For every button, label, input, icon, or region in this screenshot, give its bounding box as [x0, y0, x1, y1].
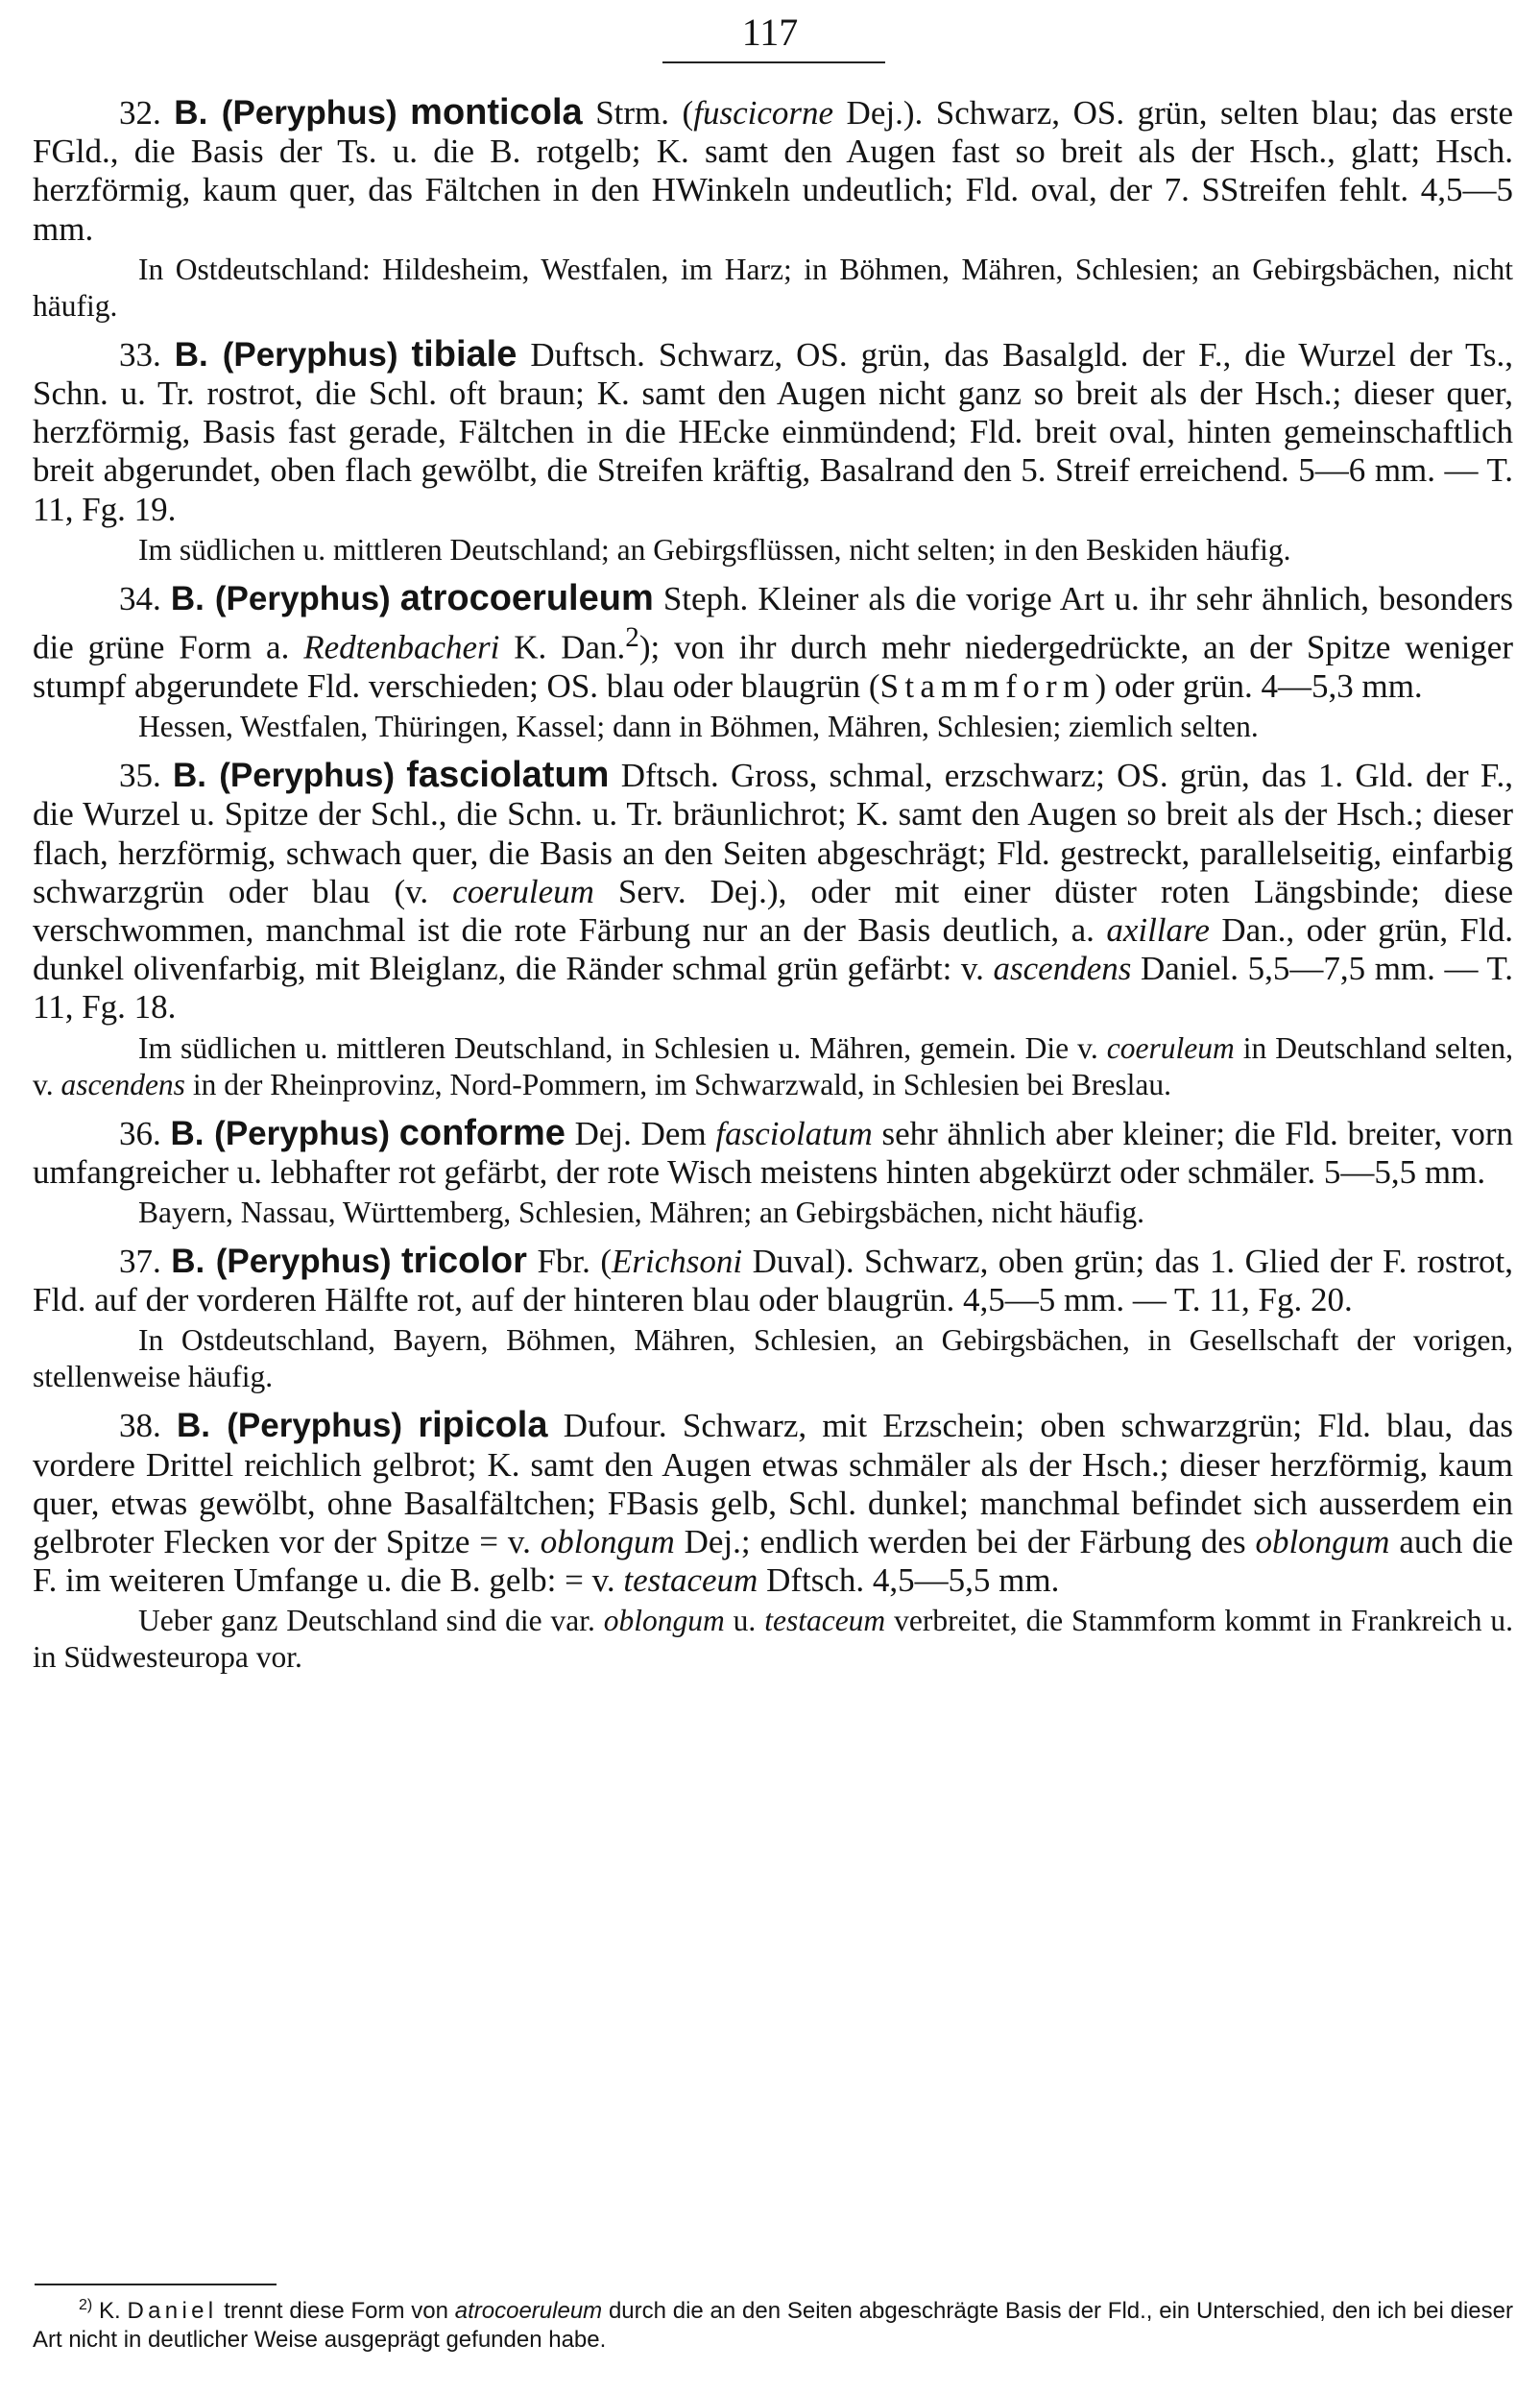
genus-name: B. (Peryphus) — [174, 335, 398, 374]
genus-name: B. (Peryphus) — [170, 579, 391, 617]
entry-number: 35. — [119, 757, 161, 795]
italic-term: oblongum — [1255, 1522, 1390, 1560]
author-name: Dufour. — [563, 1407, 667, 1445]
author-name: Fbr. — [537, 1242, 590, 1280]
distribution-note: Im südlichen u. mittleren Deutschland; an Gebirgsflüssen, nicht selten; in den Beskiden häufig. — [138, 532, 1291, 567]
species-name: monticola — [410, 92, 583, 133]
genus-name: B. (Peryphus) — [171, 1242, 392, 1280]
italic-term: axillare — [1106, 910, 1210, 949]
species-entry: 37. B. (Peryphus) tricolor Fbr. (Erichsoni Duval). Schwarz, oben grün; das 1. Glied der F. rostrot, Fld. auf der vorderen Hälfte rot, auf der hinteren blau oder blaugrün. 4,5—5 mm. — T. 11, Fg. 20. — [33, 1240, 1514, 1319]
species-entry: 34. B. (Peryphus) atrocoeruleum Steph. Kleiner als die vorige Art u. ihr sehr ähnlich, besonders die grüne Form a. Redtenbacheri K. Dan.$^2$); von ihr durch mehr niedergedrückte, an der Spitze weniger stumpf abgerundete Fld. verschieden; OS. blau oder blaugrün (Stammform) oder grün. 4—5,3 mm. — [33, 577, 1513, 705]
distribution-note: Hessen, Westfalen, Thüringen, Kassel; dann in Böhmen, Mähren, Schlesien; ziemlich selten. — [138, 710, 1259, 744]
italic-term: testaceum — [623, 1561, 758, 1600]
page-body — [33, 93, 1513, 1686]
italic-term: Redtenbacheri — [303, 628, 500, 666]
author-name: Duftsch. — [530, 335, 645, 374]
author-name: Dftsch. — [620, 757, 719, 795]
species-entry: 38. B. (Peryphus) ripicola Dufour. Schwarz, mit Erzschein; oben schwarzgrün; Fld. blau, das vordere Drittel reichlich gelbrot; K. samt den Augen etwas schmäler als der Hsch.; dieser herzförmig, kaum quer, etwas gewölbt, ohne Basalfältchen; FBasis gelb, Schl. dunkel; manchmal befindet sich ausserdem ein gelbroter Flecken vor der Spitze = v. oblongum Dej.; endlich werden bei der Färbung des oblongum auch die F. im weiteren Umfange u. die B. gelb: = v. testaceum Dftsch. 4,5—5,5 mm. — [33, 1405, 1514, 1600]
italic-term: oblongum — [603, 1604, 725, 1638]
species-entry: 32. B. (Peryphus) monticola Strm. (fuscicorne Dej.). Schwarz, OS. grün, selten blau; das erste FGld., die Basis der Ts. u. die B. rotgelb; K. samt den Augen fast so breit als der Hsch., glatt; Hsch. herzförmig, kaum quer, das Fältchen in den HWinkeln undeutlich; Fld. oval, der 7. SStreifen fehlt. 4,5—5 mm. — [33, 92, 1514, 248]
species-name: tibiale — [411, 333, 517, 375]
italic-term: Erichsoni — [612, 1242, 743, 1280]
species-entry: 36. B. (Peryphus) conforme Dej. Dem fasciolatum sehr ähnlich aber kleiner; die Fld. breiter, vorn umfangreicher u. lebhafter rot gefärbt, der rote Wisch meistens hinten abgekürzt oder schmäler. 5—5,5 mm. — [33, 1112, 1514, 1191]
distribution-note: Bayern, Nassau, Württemberg, Schlesien, Mähren; an Gebirgsbächen, nicht häufig. — [138, 1195, 1144, 1229]
genus-name: B. (Peryphus) — [173, 757, 396, 795]
entry-number: 33. — [119, 335, 161, 374]
footnote: $^{2)}$ K. Daniel trennt diese Form von atrocoeruleum durch die an den Seiten abgeschrägte Basis der Fld., ein Unterschied, den ich bei dieser Art nicht in deutlicher Weise ausgeprägt gefunden habe. — [33, 2297, 1513, 2353]
species-name: tricolor — [401, 1240, 527, 1281]
distribution-note: Im südlichen u. mittleren Deutschland, in Schlesien u. Mähren, gemein. Die v. coeruleum in Deutschland selten, v. ascendens in der Rheinprovinz, Nord-Pommern, im Schwarzwald, in Schlesien bei Breslau. — [33, 1030, 1513, 1101]
entry-number: 32. — [119, 94, 161, 132]
author-name: Strm. — [595, 94, 670, 132]
author-name: Dej. — [574, 1114, 632, 1152]
species-name: ripicola — [418, 1405, 548, 1446]
italic-term: atrocoeruleum — [454, 2298, 603, 2324]
italic-term: oblongum — [540, 1522, 675, 1560]
species-name: fasciolatum — [406, 755, 610, 796]
distribution-note: Ueber ganz Deutschland sind die var. oblongum u. testaceum verbreitet, die Stammform kommt in Frankreich u. in Südwesteuropa vor. — [33, 1604, 1513, 1675]
italic-term: coeruleum — [1106, 1030, 1235, 1065]
genus-name: B. (Peryphus) — [174, 94, 397, 132]
footnote-rule — [35, 2284, 277, 2285]
italic-term: ascendens — [993, 950, 1132, 988]
italic-term: ascendens — [60, 1067, 185, 1101]
italic-term: fuscicorne — [693, 94, 834, 132]
spaced-term: Daniel — [127, 2298, 218, 2324]
author-name: Steph. — [662, 579, 749, 617]
species-name: atrocoeruleum — [399, 577, 654, 618]
footnote-mark: 2) — [79, 2297, 93, 2313]
entry-number: 34. — [119, 579, 161, 617]
header-rule — [662, 61, 885, 63]
distribution-note: In Ostdeutschland, Bayern, Böhmen, Mähren, Schlesien, an Gebirgsbächen, in Gesellschaft der vorigen, stellenweise häufig. — [33, 1323, 1513, 1394]
italic-term: coeruleum — [452, 872, 594, 910]
entry-number: 37. — [119, 1242, 161, 1280]
genus-name: B. (Peryphus) — [177, 1407, 403, 1445]
spaced-term: Stammform — [879, 666, 1095, 705]
footnote-ref: 2 — [625, 622, 639, 654]
species-name: conforme — [398, 1112, 565, 1153]
species-entry: 33. B. (Peryphus) tibiale Duftsch. Schwarz, OS. grün, das Basalgld. der F., die Wurzel der Ts., Schn. u. Tr. rostrot, die Schl. oft braun; K. samt den Augen nicht ganz so breit als der Hsch.; dieser quer, herzförmig, Basis fast gerade, Fältchen in die HEcke einmündend; Fld. breit oval, hinten gemeinschaftlich breit abgerundet, oben flach gewölbt, die Streifen kräftig, Basalrand den 5. Streif erreichend. 5—6 mm. — T. 11, Fg. 19. — [33, 333, 1514, 528]
italic-term: fasciolatum — [715, 1114, 873, 1152]
distribution-note: In Ostdeutschland: Hildesheim, Westfalen, im Harz; in Böhmen, Mähren, Schlesien; an Gebirgsbächen, nicht häufig. — [33, 252, 1513, 323]
species-entry: 35. B. (Peryphus) fasciolatum Dftsch. Gross, schmal, erzschwarz; OS. grün, das 1. Gld. der F., die Wurzel u. Spitze der Schl., die Schn. u. Tr. bräunlichrot; K. samt den Augen so breit als der Hsch.; dieser flach, herzförmig, schwach quer, die Basis an den Seiten abgeschrägt; Fld. gestreckt, parallelseitig, einfarbig schwarzgrün oder blau (v. coeruleum Serv. Dej.), oder mit einer düster roten Längsbinde; diese verschwommen, manchmal ist die rote Färbung nur an der Basis deutlich, a. axillare Dan., oder grün, Fld. dunkel olivenfarbig, mit Bleiglanz, die Ränder schmal grün gefärbt: v. ascendens Daniel. 5,5—7,5 mm. — T. 11, Fg. 18. — [33, 755, 1514, 1027]
italic-term: testaceum — [764, 1604, 886, 1638]
genus-name: B. (Peryphus) — [170, 1114, 390, 1152]
entry-number: 38. — [119, 1407, 161, 1445]
entry-number: 36. — [119, 1114, 161, 1152]
page-number: 117 — [741, 11, 799, 54]
